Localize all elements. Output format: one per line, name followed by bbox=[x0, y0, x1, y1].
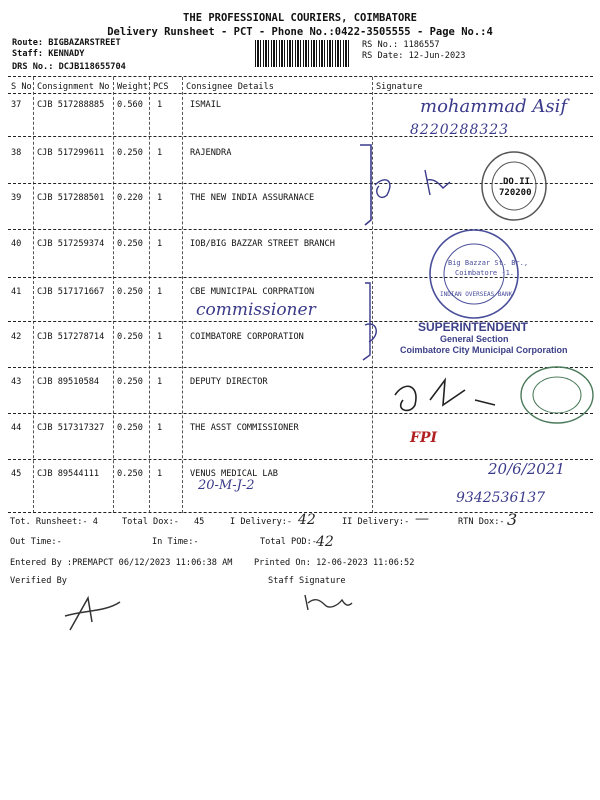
total-dox-label: Total Dox:- bbox=[122, 517, 179, 527]
row-pcs: 1 bbox=[157, 239, 163, 249]
row-pcs: 1 bbox=[157, 423, 163, 433]
row-consignment: CJB 517299611 bbox=[37, 148, 105, 158]
col-sep bbox=[182, 77, 183, 513]
col-sep bbox=[149, 77, 150, 513]
row-consignment: CJB 89544111 bbox=[37, 469, 100, 479]
handwritten-date: 20/6/2021 bbox=[488, 460, 565, 478]
row-consignment: CJB 517278714 bbox=[37, 332, 105, 342]
row-consignment: CJB 517317327 bbox=[37, 423, 105, 433]
stamp-title: SUPERINTENDENT bbox=[418, 320, 529, 334]
row-weight: 0.250 bbox=[117, 377, 143, 387]
i-delivery-label: I Delivery:- bbox=[230, 517, 293, 527]
staff-signature bbox=[300, 585, 360, 615]
row-weight: 0.560 bbox=[117, 100, 143, 110]
verified-by-label: Verified By bbox=[10, 576, 67, 586]
rs-date: RS Date: 12-Jun-2023 bbox=[362, 51, 466, 61]
row-weight: 0.250 bbox=[117, 469, 143, 479]
handwritten-name: mohammad Asif bbox=[420, 96, 567, 117]
handwritten-phone: 8220288323 bbox=[410, 122, 510, 138]
row-pcs: 1 bbox=[157, 148, 163, 158]
tot-runsheet: Tot. Runsheet:- 4 bbox=[10, 517, 98, 527]
row-sno: 42 bbox=[11, 332, 22, 342]
bank-stamp-line: Coimbatore -1. bbox=[455, 269, 515, 277]
stamp-org: Coimbatore City Municipal Corporation bbox=[400, 345, 568, 355]
col-sep bbox=[113, 77, 114, 513]
total-pod-label: Total POD:- bbox=[260, 537, 317, 547]
row-pcs: 1 bbox=[157, 469, 163, 479]
row-pcs: 1 bbox=[157, 193, 163, 203]
row-consignee: COIMBATORE CORPORATION bbox=[190, 332, 304, 342]
row-sno: 43 bbox=[11, 377, 22, 387]
row-weight: 0.250 bbox=[117, 287, 143, 297]
handwritten-note: 20-M-J-2 bbox=[198, 478, 255, 493]
header-divider-top bbox=[8, 76, 593, 77]
stamp-dept: General Section bbox=[440, 334, 509, 344]
row-weight: 0.250 bbox=[117, 148, 143, 158]
row-consignee: DEPUTY DIRECTOR bbox=[190, 377, 268, 387]
handwritten-note: commissioner bbox=[196, 300, 316, 320]
row-consignee: CBE MUNICIPAL CORPRATION bbox=[190, 287, 315, 297]
signature-scribble bbox=[385, 360, 595, 430]
route-label: Route: BIGBAZARSTREET bbox=[12, 38, 121, 48]
row-consignment: CJB 517259374 bbox=[37, 239, 105, 249]
col-consignment-header: Consignment No bbox=[37, 82, 110, 92]
i-delivery-value: 42 bbox=[298, 512, 316, 528]
rtn-dox-label: RTN Dox:- bbox=[458, 517, 505, 527]
row-consignment: CJB 517171667 bbox=[37, 287, 105, 297]
ii-delivery-value: — bbox=[415, 511, 429, 527]
out-time-label: Out Time:- bbox=[10, 537, 62, 547]
row-weight: 0.220 bbox=[117, 193, 143, 203]
col-pcs-header: PCS bbox=[153, 82, 169, 92]
col-consignee-header: Consignee Details bbox=[186, 82, 274, 92]
col-signature-header: Signature bbox=[376, 82, 423, 92]
ii-delivery-label: II Delivery:- bbox=[342, 517, 410, 527]
do-stamp-code: 720200 bbox=[499, 188, 532, 198]
row-weight: 0.250 bbox=[117, 332, 143, 342]
handwritten-fpi: FPI bbox=[410, 430, 438, 446]
row-consignment: CJB 517288885 bbox=[37, 100, 105, 110]
row-consignment: CJB 517288501 bbox=[37, 193, 105, 203]
drs-number: DRS No.: DCJB118655704 bbox=[12, 62, 126, 72]
printed-on: Printed On: 12-06-2023 11:06:52 bbox=[254, 558, 415, 568]
row-pcs: 1 bbox=[157, 332, 163, 342]
total-pod-value: 42 bbox=[316, 534, 334, 550]
col-sep bbox=[33, 77, 34, 513]
company-title: THE PROFESSIONAL COURIERS, COIMBATORE bbox=[183, 12, 417, 24]
row-sno: 39 bbox=[11, 193, 22, 203]
staff-label: Staff: KENNADY bbox=[12, 49, 85, 59]
row-consignee: ISMAIL bbox=[190, 100, 222, 110]
row-weight: 0.250 bbox=[117, 423, 143, 433]
row-consignee: RAJENDRA bbox=[190, 148, 232, 158]
col-weight-header: Weight bbox=[117, 82, 149, 92]
total-dox-value: 45 bbox=[194, 517, 205, 527]
bank-stamp-line: Big Bazzar St. Br., bbox=[448, 259, 529, 267]
signature-scribble bbox=[355, 140, 585, 235]
col-sno-header: S No bbox=[11, 82, 32, 92]
entered-by: Entered By :PREMAPCT 06/12/2023 11:06:38 AM bbox=[10, 558, 233, 568]
row-pcs: 1 bbox=[157, 287, 163, 297]
row-sno: 37 bbox=[11, 100, 22, 110]
row-consignee: IOB/BIG BAZZAR STREET BRANCH bbox=[190, 239, 335, 249]
in-time-label: In Time:- bbox=[152, 537, 199, 547]
row-sno: 44 bbox=[11, 423, 22, 433]
rtn-dox-value: 3 bbox=[507, 510, 518, 529]
verifier-signature bbox=[60, 590, 140, 640]
row-pcs: 1 bbox=[157, 100, 163, 110]
row-sno: 40 bbox=[11, 239, 22, 249]
row-consignee: VENUS MEDICAL LAB bbox=[190, 469, 278, 479]
row-sno: 38 bbox=[11, 148, 22, 158]
do-stamp-label: DO II bbox=[503, 177, 531, 187]
runsheet-subtitle: Delivery Runsheet - PCT - Phone No.:0422-3505555 - Page No.:4 bbox=[107, 26, 493, 38]
barcode bbox=[255, 40, 350, 67]
row-consignee: THE ASST COMMISSIONER bbox=[190, 423, 299, 433]
bank-stamp-line: INDIAN OVERSEAS BANK bbox=[440, 291, 513, 298]
signature-scribble bbox=[355, 280, 385, 375]
rs-number: RS No.: 1186557 bbox=[362, 40, 440, 50]
handwritten-phone: 9342536137 bbox=[456, 490, 546, 506]
staff-signature-label: Staff Signature bbox=[268, 576, 346, 586]
row-sno: 41 bbox=[11, 287, 22, 297]
row-sno: 45 bbox=[11, 469, 22, 479]
header-divider-bottom bbox=[8, 93, 593, 94]
row-pcs: 1 bbox=[157, 377, 163, 387]
row-consignment: CJB 89510584 bbox=[37, 377, 100, 387]
row-consignee: THE NEW INDIA ASSURANACE bbox=[190, 193, 315, 203]
row-weight: 0.250 bbox=[117, 239, 143, 249]
